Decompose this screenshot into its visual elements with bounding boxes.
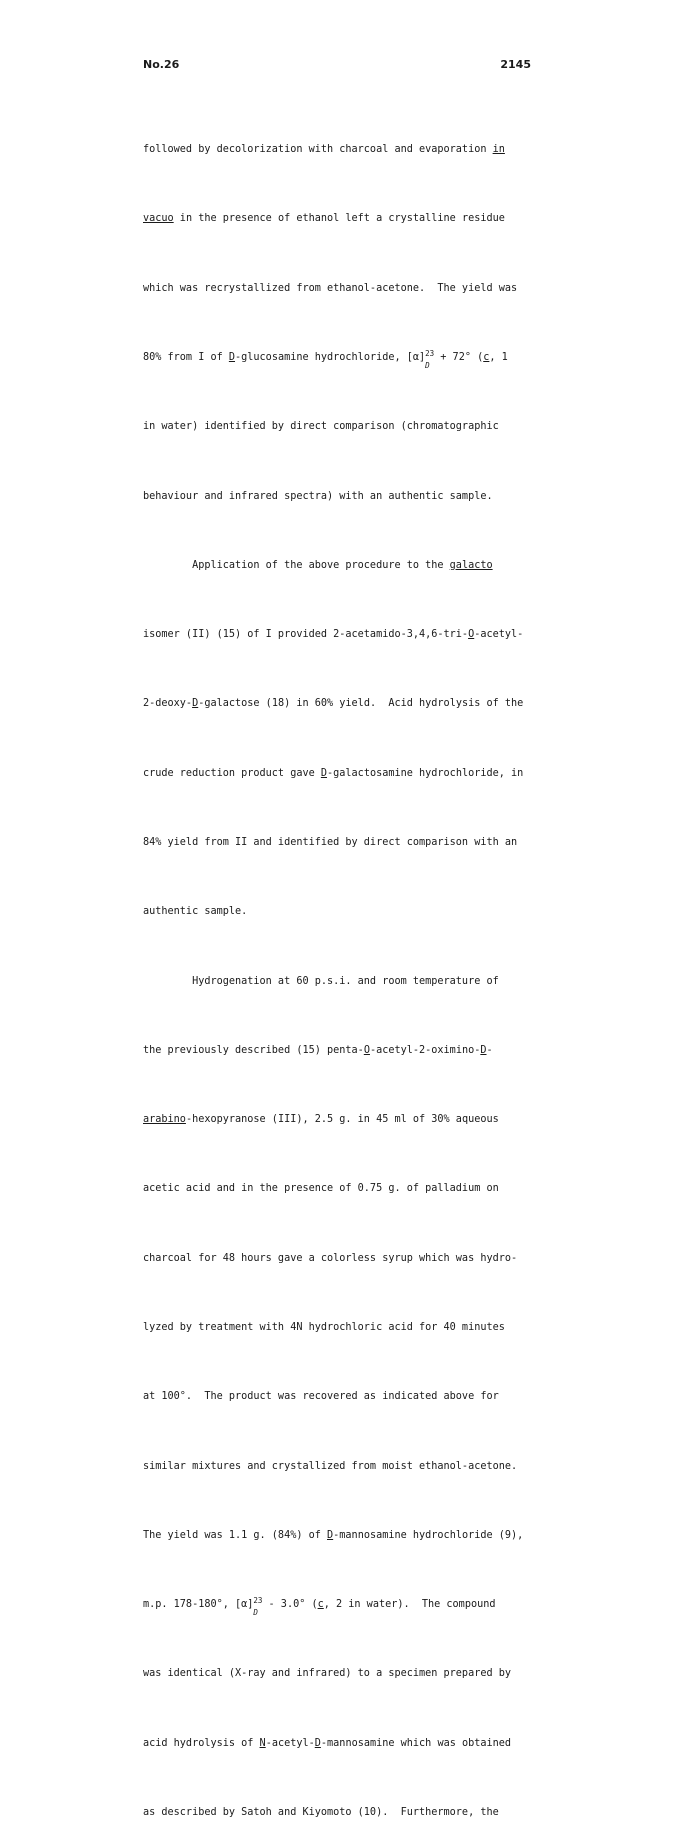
text-line: Hydrogenation at 60 p.s.i. and room temperature of [143, 975, 499, 987]
text-line: arabino-hexopyranose (III), 2.5 g. in 45 ml of 30% aqueous [143, 1114, 499, 1126]
text-line: at 100°. The product was recovered as indicated above for [143, 1391, 499, 1403]
text-line: as described by Satoh and Kiyomoto (10). Furthermore, the [143, 1806, 499, 1818]
text-line: charcoal for 48 hours gave a colorless syrup which was hydro- [143, 1252, 518, 1264]
journal-issue: No.26 [143, 58, 180, 71]
text-line: the previously described (15) penta-O-acetyl-2-oximino-D- [143, 1044, 493, 1056]
text-line: which was recrystallized from ethanol-acetone. The yield was [143, 282, 518, 294]
text-line: acetic acid and in the presence of 0.75 g. of palladium on [143, 1183, 499, 1195]
text-line: authentic sample. [143, 906, 248, 918]
text-line: m.p. 178-180°, [α] 23 D - 3.0° (c, 2 in water). The compound [143, 1596, 496, 1618]
text-line: 2-deoxy-D-galactose (18) in 60% yield. Acid hydrolysis of the [143, 698, 524, 710]
text-line: lyzed by treatment with 4N hydrochloric acid for 40 minutes [143, 1321, 505, 1333]
text-line: vacuo in the presence of ethanol left a crystalline residue [143, 213, 505, 225]
text-line: Application of the above procedure to the galacto [143, 559, 493, 571]
text-line: acid hydrolysis of N-acetyl-D-mannosamine which was obtained [143, 1737, 512, 1749]
text-line: in water) identified by direct comparison (chromatographic [143, 421, 499, 433]
text-line: behaviour and infrared spectra) with an authentic sample. [143, 490, 493, 502]
text-line: isomer (II) (15) of I provided 2-acetamido-3,4,6-tri-O-acetyl- [143, 629, 524, 641]
text-line: 84% yield from II and identified by direct comparison with an [143, 837, 518, 848]
page-number: 2145 [500, 58, 531, 71]
text-line: crude reduction product gave D-galactosamine hydrochloride, in [143, 767, 524, 779]
body-text [143, 92, 543, 1847]
text-line: followed by decolorization with charcoal and evaporation in [143, 144, 505, 156]
text-line: was identical (X-ray and infrared) to a specimen prepared by [143, 1668, 512, 1680]
text-line: 80% from I of D-glucosamine hydrochloride, [α] 23 D + 72° (c, 1 [143, 349, 508, 371]
text-line: The yield was 1.1 g. (84%) of D-mannosamine hydrochloride (9), [143, 1529, 524, 1541]
text-line: similar mixtures and crystallized from moist ethanol-acetone. [143, 1460, 518, 1472]
